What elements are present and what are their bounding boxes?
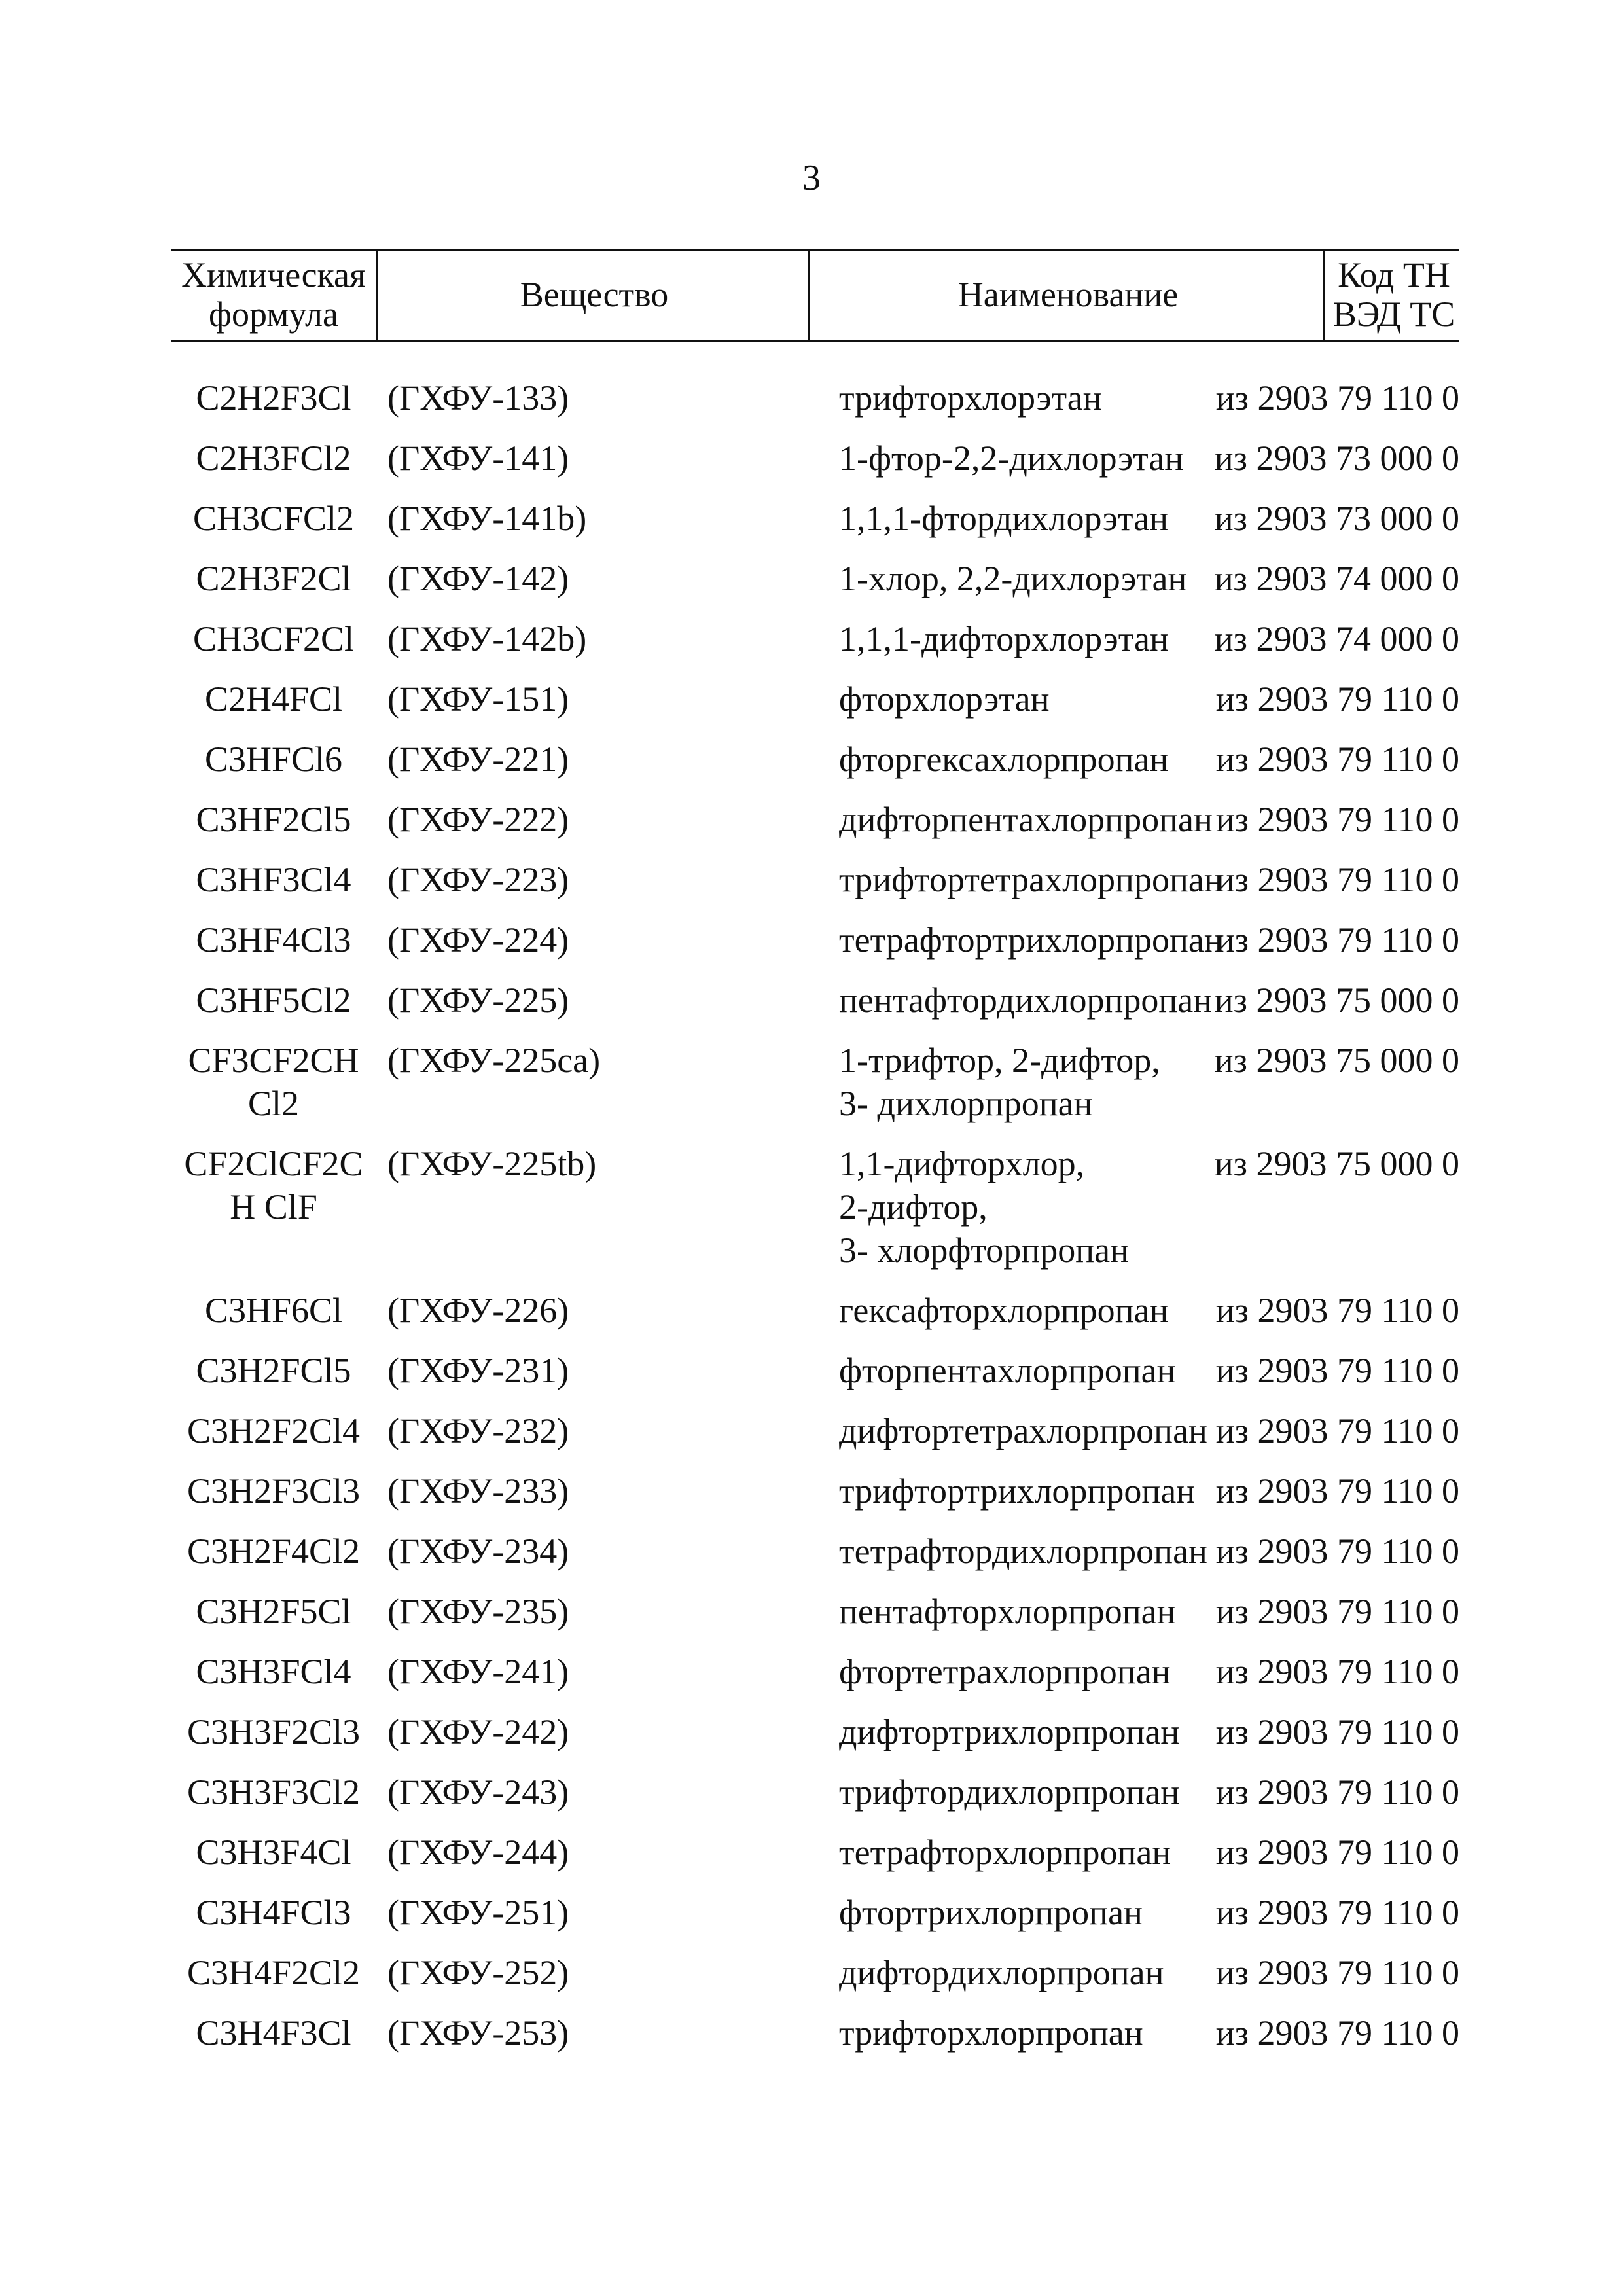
name-cell: трифтортетрахлорпропан bbox=[839, 860, 1223, 899]
formula-cell: C3H2FCl5 bbox=[196, 1351, 351, 1390]
table-header-rule bbox=[171, 340, 1459, 342]
formula-cell-line: CF3CF2CH bbox=[188, 1041, 359, 1080]
code-cell: из 2903 79 110 0 bbox=[1215, 1592, 1459, 1631]
formula-cell-line: CF2ClCF2C bbox=[184, 1144, 363, 1183]
name-cell: трифтордихлорпропан bbox=[839, 1772, 1180, 1812]
table-row bbox=[171, 1349, 1459, 1392]
code-cell: из 2903 73 000 0 bbox=[1214, 439, 1459, 478]
code-cell: из 2903 79 110 0 bbox=[1215, 1291, 1459, 1330]
formula-cell: C3H4FCl3 bbox=[196, 1893, 351, 1932]
formula-cell bbox=[171, 1039, 376, 1125]
name-cell: трифтортрихлорпропан bbox=[839, 1471, 1196, 1511]
code-cell: из 2903 79 110 0 bbox=[1215, 920, 1459, 960]
substance-cell: (ГХФУ-224) bbox=[387, 920, 569, 960]
code-cell: из 2903 75 000 0 bbox=[1214, 1144, 1459, 1183]
substance-cell: (ГХФУ-223) bbox=[387, 860, 569, 899]
table-row bbox=[171, 978, 1459, 1022]
substance-cell: (ГХФУ-244) bbox=[387, 1833, 569, 1872]
table-row bbox=[171, 1142, 1459, 1272]
code-cell: из 2903 79 110 0 bbox=[1215, 1471, 1459, 1511]
substance-cell: (ГХФУ-222) bbox=[387, 800, 569, 839]
formula-cell: C3H4F2Cl2 bbox=[187, 1953, 361, 1992]
code-cell: из 2903 79 110 0 bbox=[1215, 679, 1459, 719]
name-cell-line: 1,1-дифторхлор, bbox=[839, 1144, 1085, 1183]
formula-cell-line: H ClF bbox=[230, 1187, 317, 1227]
substance-cell: (ГХФУ-225ca) bbox=[387, 1041, 601, 1080]
substance-cell: (ГХФУ-251) bbox=[387, 1893, 569, 1932]
table-row bbox=[171, 677, 1459, 721]
name-cell: гексафторхлорпропан bbox=[839, 1291, 1169, 1330]
table-row bbox=[171, 918, 1459, 961]
name-cell: трифторхлорэтан bbox=[839, 378, 1102, 418]
table-row bbox=[171, 1951, 1459, 1994]
substance-cell: (ГХФУ-142b) bbox=[387, 619, 587, 658]
formula-cell: C3HF4Cl3 bbox=[196, 920, 351, 960]
substance-cell: (ГХФУ-225tb) bbox=[387, 1144, 597, 1183]
name-cell: дифтортетрахлорпропан bbox=[839, 1411, 1207, 1450]
substance-cell: (ГХФУ-233) bbox=[387, 1471, 569, 1511]
code-cell: из 2903 75 000 0 bbox=[1214, 1041, 1459, 1080]
formula-cell: C2H3FCl2 bbox=[196, 439, 351, 478]
substance-cell: (ГХФУ-252) bbox=[387, 1953, 569, 1992]
code-cell: из 2903 79 110 0 bbox=[1215, 1351, 1459, 1390]
formula-cell bbox=[171, 1142, 376, 1229]
name-cell: фторпентахлорпропан bbox=[839, 1351, 1176, 1390]
name-cell: пентафторхлорпропан bbox=[839, 1592, 1176, 1631]
header-substance: Вещество bbox=[520, 275, 669, 314]
code-cell: из 2903 79 110 0 bbox=[1215, 1712, 1459, 1751]
formula-cell-line: Cl2 bbox=[247, 1084, 300, 1123]
substance-cell: (ГХФУ-231) bbox=[387, 1351, 569, 1390]
table-body bbox=[171, 376, 1459, 2072]
table-row bbox=[171, 1891, 1459, 1934]
code-cell: из 2903 79 110 0 bbox=[1215, 1833, 1459, 1872]
formula-cell: C2H4FCl bbox=[204, 679, 343, 719]
table-row bbox=[171, 1530, 1459, 1573]
formula-cell: CH3CFCl2 bbox=[192, 499, 355, 538]
code-cell: из 2903 79 110 0 bbox=[1215, 860, 1459, 899]
substance-cell: (ГХФУ-141) bbox=[387, 439, 569, 478]
name-cell: тетрафтортрихлорпропан bbox=[839, 920, 1223, 960]
header-code: Код ТН ВЭД ТС bbox=[1332, 255, 1455, 334]
code-cell: из 2903 74 000 0 bbox=[1214, 619, 1459, 658]
name-cell: 1,1,1-фтордихлорэтан bbox=[839, 499, 1169, 538]
header-name: Наименование bbox=[957, 275, 1179, 314]
formula-cell: C3H3F2Cl3 bbox=[187, 1712, 361, 1751]
formula-cell: C3HF5Cl2 bbox=[196, 980, 351, 1020]
substance-cell: (ГХФУ-133) bbox=[387, 378, 569, 418]
substance-cell: (ГХФУ-141b) bbox=[387, 499, 587, 538]
formula-cell: C2H2F3Cl bbox=[196, 378, 351, 418]
substance-cell: (ГХФУ-225) bbox=[387, 980, 569, 1020]
name-cell: 1,1,1-дифторхлорэтан bbox=[839, 619, 1169, 658]
name-cell: дифтордихлорпропан bbox=[839, 1953, 1164, 1992]
code-cell: из 2903 79 110 0 bbox=[1215, 1411, 1459, 1450]
name-cell: дифторпентахлорпропан bbox=[839, 800, 1213, 839]
substance-cell: (ГХФУ-243) bbox=[387, 1772, 569, 1812]
header-divider bbox=[1323, 249, 1325, 340]
table-row bbox=[171, 1409, 1459, 1452]
name-cell-line: 2-дифтор, bbox=[839, 1187, 988, 1227]
formula-cell: C3H3FCl4 bbox=[196, 1652, 351, 1691]
code-cell: из 2903 74 000 0 bbox=[1214, 559, 1459, 598]
page-number: 3 bbox=[802, 158, 821, 198]
substance-cell: (ГХФУ-142) bbox=[387, 559, 569, 598]
name-cell: фторхлорэтан bbox=[839, 679, 1050, 719]
formula-cell: C3H2F2Cl4 bbox=[187, 1411, 361, 1450]
formula-cell: C3HF6Cl bbox=[204, 1291, 343, 1330]
formula-cell: C3H3F4Cl bbox=[196, 1833, 351, 1872]
table-row bbox=[171, 376, 1459, 420]
table-row bbox=[171, 1770, 1459, 1814]
table-row bbox=[171, 557, 1459, 600]
name-cell: тетрафтордихлорпропан bbox=[839, 1532, 1207, 1571]
table-row bbox=[171, 1039, 1459, 1125]
name-cell: 1-хлор, 2,2-дихлорэтан bbox=[839, 559, 1187, 598]
header-divider bbox=[808, 249, 810, 340]
formula-cell: C3H2F4Cl2 bbox=[187, 1532, 361, 1571]
formula-cell: C3H3F3Cl2 bbox=[187, 1772, 361, 1812]
substance-cell: (ГХФУ-253) bbox=[387, 2013, 569, 2053]
table-row bbox=[171, 1710, 1459, 1753]
table-row bbox=[171, 1831, 1459, 1874]
table-row bbox=[171, 858, 1459, 901]
table-row bbox=[171, 1469, 1459, 1513]
table-row bbox=[171, 2011, 1459, 2054]
substance-cell: (ГХФУ-226) bbox=[387, 1291, 569, 1330]
substance-cell: (ГХФУ-241) bbox=[387, 1652, 569, 1691]
formula-cell: C2H3F2Cl bbox=[196, 559, 351, 598]
substance-cell: (ГХФУ-234) bbox=[387, 1532, 569, 1571]
code-cell: из 2903 73 000 0 bbox=[1214, 499, 1459, 538]
formula-cell: C3HF3Cl4 bbox=[196, 860, 351, 899]
table-row bbox=[171, 738, 1459, 781]
formula-cell: C3HF2Cl5 bbox=[196, 800, 351, 839]
name-cell: фтортрихлорпропан bbox=[839, 1893, 1143, 1932]
formula-cell: C3H4F3Cl bbox=[196, 2013, 351, 2053]
formula-cell: C3H2F5Cl bbox=[196, 1592, 351, 1631]
name-cell-line: 1-трифтор, 2-дифтор, bbox=[839, 1041, 1160, 1080]
name-cell: пентафтордихлорпропан bbox=[839, 980, 1213, 1020]
code-cell: из 2903 79 110 0 bbox=[1215, 2013, 1459, 2053]
code-cell: из 2903 79 110 0 bbox=[1215, 1652, 1459, 1691]
table-row bbox=[171, 617, 1459, 660]
table-row bbox=[171, 798, 1459, 841]
name-cell: 1-фтор-2,2-дихлорэтан bbox=[839, 439, 1184, 478]
name-cell: тетрафторхлорпропан bbox=[839, 1833, 1171, 1872]
name-cell: трифторхлорпропан bbox=[839, 2013, 1143, 2053]
header-formula: Химическая формула bbox=[181, 255, 366, 334]
code-cell: из 2903 79 110 0 bbox=[1215, 1532, 1459, 1571]
name-cell: фтортетрахлорпропан bbox=[839, 1652, 1171, 1691]
code-cell: из 2903 79 110 0 bbox=[1215, 1893, 1459, 1932]
formula-cell: C3HFCl6 bbox=[204, 740, 343, 779]
table-row bbox=[171, 437, 1459, 480]
substance-cell: (ГХФУ-235) bbox=[387, 1592, 569, 1631]
substance-cell: (ГХФУ-151) bbox=[387, 679, 569, 719]
header-divider bbox=[376, 249, 378, 340]
code-cell: из 2903 79 110 0 bbox=[1215, 740, 1459, 779]
table-header bbox=[171, 249, 1459, 340]
substance-cell: (ГХФУ-232) bbox=[387, 1411, 569, 1450]
formula-cell: C3H2F3Cl3 bbox=[187, 1471, 361, 1511]
substance-cell: (ГХФУ-221) bbox=[387, 740, 569, 779]
substance-cell: (ГХФУ-242) bbox=[387, 1712, 569, 1751]
table-row bbox=[171, 1289, 1459, 1332]
code-cell: из 2903 79 110 0 bbox=[1215, 800, 1459, 839]
name-cell-line: 3- хлорфторпропан bbox=[839, 1230, 1129, 1270]
table-row bbox=[171, 1590, 1459, 1633]
name-cell: дифтортрихлорпропан bbox=[839, 1712, 1180, 1751]
name-cell: фторгексахлорпропан bbox=[839, 740, 1169, 779]
code-cell: из 2903 79 110 0 bbox=[1215, 378, 1459, 418]
code-cell: из 2903 75 000 0 bbox=[1214, 980, 1459, 1020]
code-cell: из 2903 79 110 0 bbox=[1215, 1953, 1459, 1992]
table-row bbox=[171, 1650, 1459, 1693]
formula-cell: CH3CF2Cl bbox=[192, 619, 355, 658]
name-cell-line: 3- дихлорпропан bbox=[839, 1084, 1093, 1123]
code-cell: из 2903 79 110 0 bbox=[1215, 1772, 1459, 1812]
table-row bbox=[171, 497, 1459, 540]
